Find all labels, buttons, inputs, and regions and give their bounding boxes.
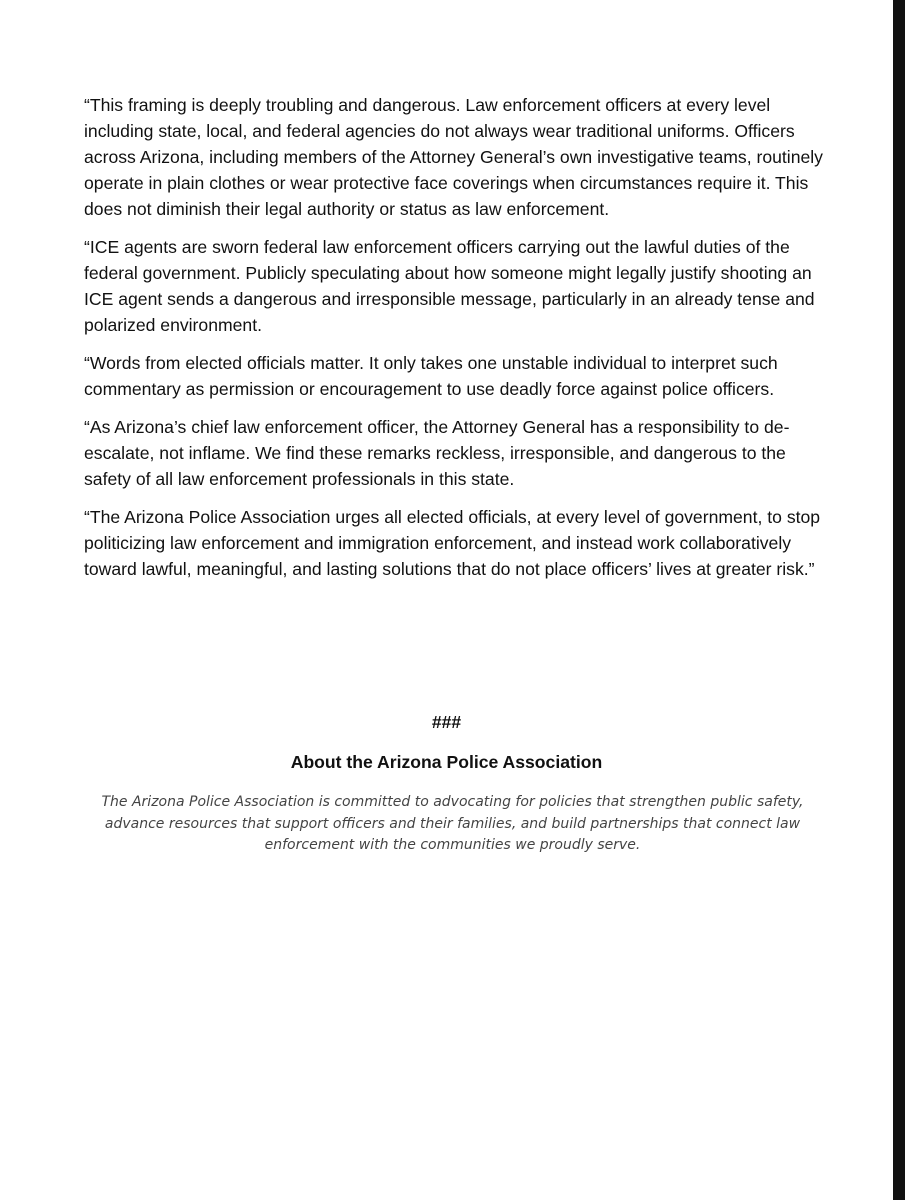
about-heading: About the Arizona Police Association bbox=[290, 752, 603, 772]
about-description: The Arizona Police Association is committed to advocating for policies that strengthen public safety, advance resources that support officers and their families, and build partnerships that connect law enforcement with the communities we proudly serve. bbox=[101, 794, 804, 853]
statement-body bbox=[84, 92, 824, 594]
page-edge-border bbox=[893, 0, 905, 1200]
statement-paragraph-1: “This framing is deeply troubling and dangerous. Law enforcement officers at every level including state, local, and federal agencies do not always wear traditional uniforms. Officers across Arizona, including members of the Attorney General’s own investigative teams, routinely operate in plain clothes or wear protective face coverings when circumstances require it. This does not diminish their legal authority or status as law enforcement. bbox=[84, 95, 823, 219]
statement-paragraph-3: “Words from elected officials matter. It only takes one unstable individual to interpret such commentary as permission or encouragement to use deadly force against police officers. bbox=[84, 353, 778, 399]
statement-paragraph-4: “As Arizona’s chief law enforcement officer, the Attorney General has a responsibility to de-escalate, not inflame. We find these remarks reckless, irresponsible, and dangerous to the safety of all law enforcement professionals in this state. bbox=[84, 417, 790, 489]
end-of-release-marker: ### bbox=[431, 712, 462, 732]
statement-paragraph-5: “The Arizona Police Association urges all elected officials, at every level of government, to stop politicizing law enforcement and immigration enforcement, and instead work collaboratively toward lawful, meaningful, and lasting solutions that do not place officers’ lives at greater risk.” bbox=[84, 507, 821, 579]
statement-paragraph-2: “ICE agents are sworn federal law enforcement officers carrying out the lawful duties of the federal government. Publicly speculating about how someone might legally justify shooting an ICE agent sends a dangerous and irresponsible message, particularly in an already tense and polarized environment. bbox=[84, 237, 815, 335]
